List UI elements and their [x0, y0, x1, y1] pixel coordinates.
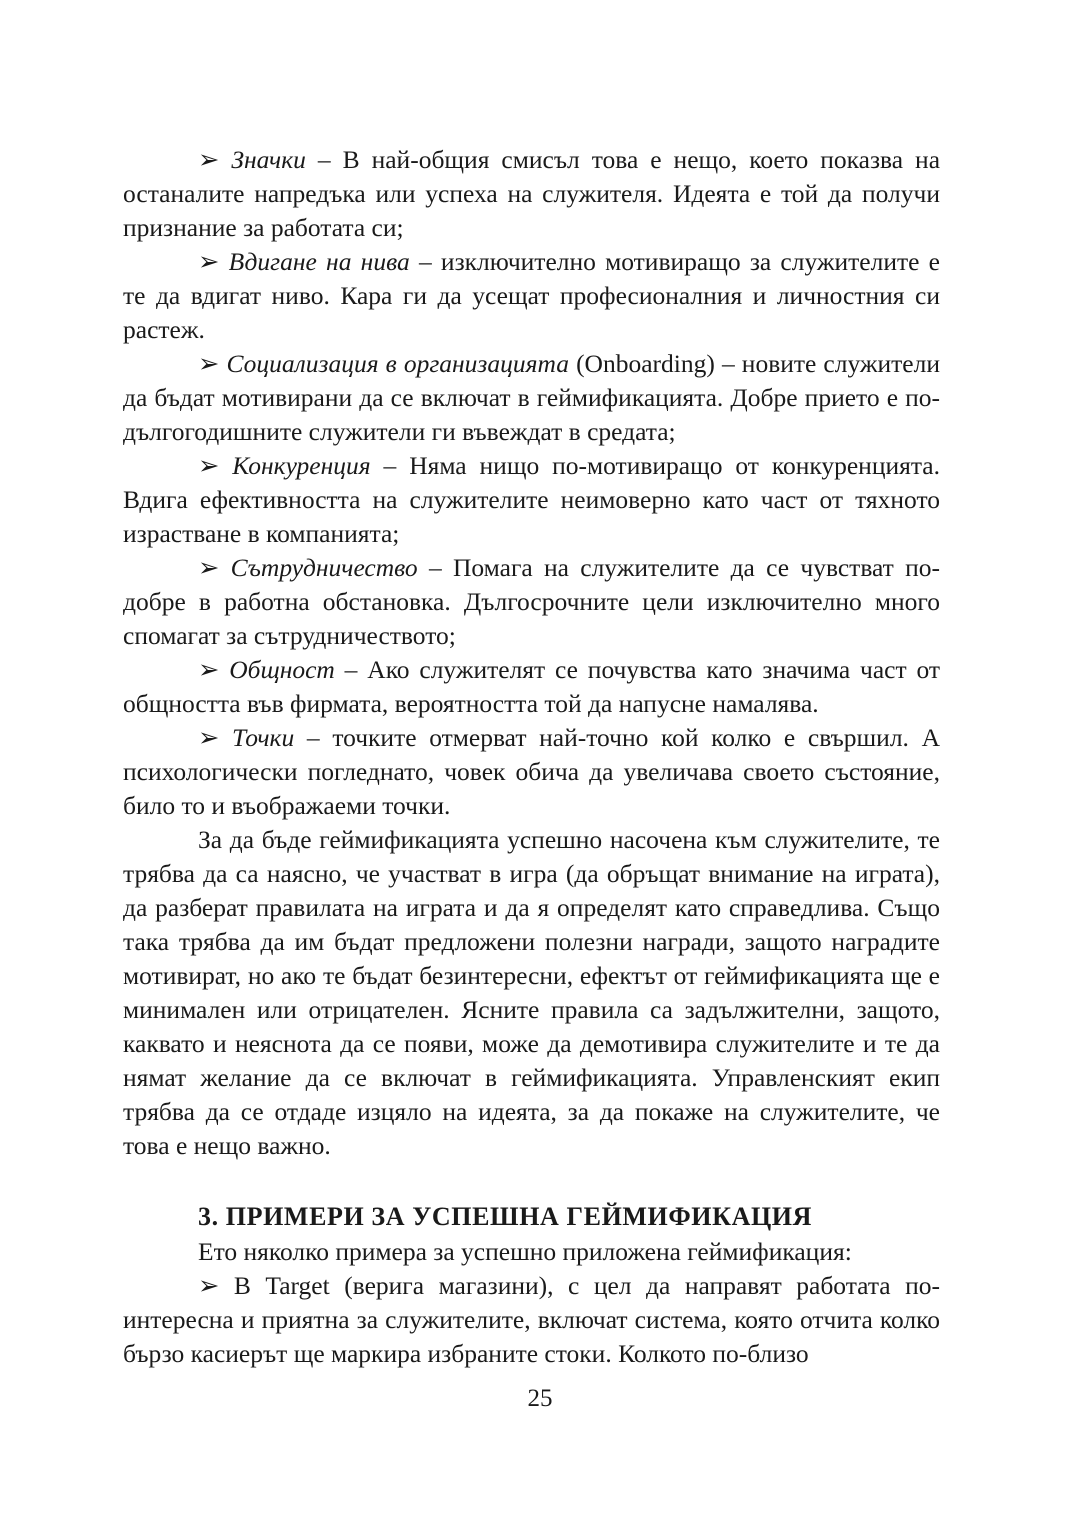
section-intro: Ето няколко примера за успешно приложена геймификация: [198, 1237, 852, 1266]
arrow-bullet-icon: ➢ [198, 451, 220, 480]
bullet-community [123, 653, 940, 721]
page-body [123, 143, 940, 1371]
bullet-text: (Onboarding) – новите служители да бъдат мотивирани да се включат в геймификацията. Добре прието е по-дългогодишните служители ги въвеждат в средата; [123, 349, 940, 446]
bullet-term: Социализация в организацията [226, 349, 569, 378]
bullet-term: Значки [231, 145, 306, 174]
bullet-badges [123, 143, 940, 245]
main-paragraph: За да бъде геймификацията успешно насочена към служителите, те трябва да са наясно, че участват в игра (да обръщат внимание на играта), да разберат правилата на играта и да я определят като справедлива. Също така трябва да им бъдат предложени полезни награди, защото наградите мотивират, но ако те бъдат безинтересни, ефектът от геймификацията ще е минимален или отрицателен. Ясните правила са задължителни, защото, каквато и неяснота да се появи, може да демотивира служителите и те да нямат желание да се включат в геймификацията. Управленският екип трябва да се отдаде изцяло на идеята, за да покаже на служителите, че това е нещо важно. [123, 825, 940, 1160]
bullet-text: – точките отмерват най-точно кой колко е свършил. А психологически погледнато, човек обича да увеличава своето състояние, било то и въображаеми точки. [123, 723, 941, 820]
arrow-bullet-icon: ➢ [198, 247, 220, 276]
bullet-term: Общност [229, 655, 335, 684]
arrow-bullet-icon: ➢ [198, 145, 220, 174]
bullet-onboarding [123, 347, 940, 449]
bullet-text: – В най-общия смисъл това е нещо, което показва на останалите напредъка или успеха на служителя. Идеята е той да получи признание за работата си; [123, 145, 941, 242]
arrow-bullet-icon: ➢ [198, 1271, 220, 1300]
arrow-bullet-icon: ➢ [198, 349, 220, 378]
bullet-text: – Няма нищо по-мотивиращо от конкуренцията. Вдига ефективността на служителите неимоверно като част от тяхното израстване в компанията; [123, 451, 940, 548]
arrow-bullet-icon: ➢ [198, 655, 220, 684]
bullet-target [123, 1269, 940, 1371]
arrow-bullet-icon: ➢ [198, 723, 220, 752]
bullet-points [123, 721, 940, 823]
bullet-text: В Target (верига магазини), с цел да направят работата по-интересна и приятна за служителите, включат система, която отчита колко бързо касиерът ще маркира избраните стоки. Колкото по-близо [123, 1271, 940, 1368]
bullet-collaboration [123, 551, 940, 653]
bullet-term: Вдигане на нива [228, 247, 410, 276]
bullet-term: Сътрудничество [230, 553, 418, 582]
bullet-text: – Помага на служителите да се чувстват по-добре в работна обстановка. Дългосрочните цели изключително много спомагат за сътрудничеството; [123, 553, 941, 650]
bullet-text: – Ако служителят се почувства като значима част от общността във фирмата, вероятността той да напусне намалява. [123, 655, 940, 718]
bullet-levels [123, 245, 940, 347]
bullet-term: Точки [232, 723, 295, 752]
arrow-bullet-icon: ➢ [198, 553, 220, 582]
bullet-competition [123, 449, 940, 551]
bullet-text: – изключително мотивиращо за служителите е те да вдигат ниво. Кара ги да усещат професионалния и личностния си растеж. [123, 247, 940, 344]
page-number: 25 [527, 1385, 553, 1412]
bullet-term: Конкуренция [232, 451, 371, 480]
section-heading: 3. ПРИМЕРИ ЗА УСПЕШНА ГЕЙМИФИКАЦИЯ [198, 1202, 812, 1231]
